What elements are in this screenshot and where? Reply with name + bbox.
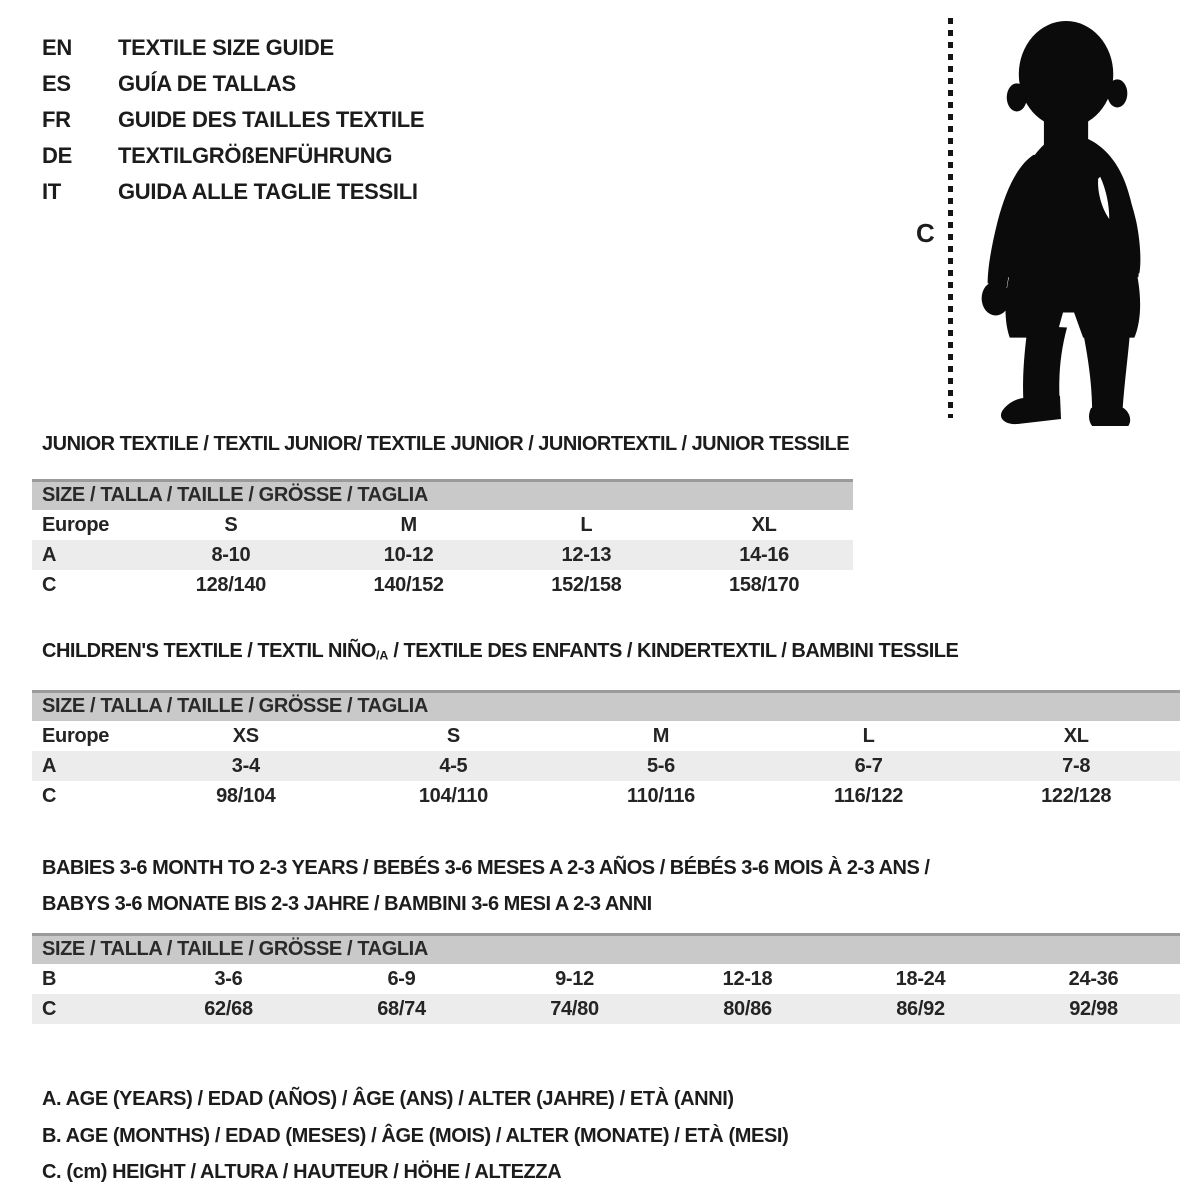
lang-title: GUÍA DE TALLAS <box>118 71 296 96</box>
height-measure-figure <box>900 12 1162 426</box>
value-cell: 12-13 <box>561 544 612 566</box>
childrens-section-heading <box>42 639 1180 667</box>
value-cell: S <box>446 725 460 748</box>
lang-code: DE <box>42 143 72 168</box>
value-cell: 68/74 <box>377 998 426 1021</box>
value-cell: M <box>400 514 417 536</box>
value-cell: 12-18 <box>722 968 773 991</box>
value-cell: 18-24 <box>895 968 946 991</box>
size-band-header: SIZE / TALLA / TAILLE / GRÖSSE / TAGLIA <box>32 933 1180 964</box>
column-header-row <box>32 721 1180 751</box>
babies-section-heading <box>42 850 1180 922</box>
childrens-textile-section <box>32 639 1180 811</box>
legend-line-c: C. (cm) HEIGHT / ALTURA / HAUTEUR / HÖHE / ALTEZZA <box>42 1161 562 1184</box>
lang-title: GUIDA ALLE TAGLIE TESSILI <box>118 179 418 204</box>
table-row <box>32 570 853 600</box>
value-cell: XL <box>751 514 777 536</box>
value-cell: 3-6 <box>214 968 243 991</box>
value-cell: 158/170 <box>729 574 800 596</box>
legend-line-b: B. AGE (MONTHS) / EDAD (MESES) / ÂGE (MOIS) / ALTER (MONATE) / ETÀ (MESI) <box>42 1124 789 1147</box>
height-measure-dotted-line <box>948 18 953 418</box>
toddler-silhouette-icon <box>964 14 1156 426</box>
value-cell: 9-12 <box>555 968 594 991</box>
column-header-row <box>32 510 853 540</box>
value-cell: 110/116 <box>626 785 695 808</box>
row-label-cell: C <box>42 998 57 1021</box>
row-label-cell: C <box>42 785 57 808</box>
lang-title: GUIDE DES TAILLES TEXTILE <box>118 107 425 132</box>
babies-textile-section <box>32 850 1180 1024</box>
lang-row-es <box>42 66 424 102</box>
value-cell: 86/92 <box>896 998 945 1021</box>
lang-title: TEXTILGRÖßENFÜHRUNG <box>118 143 393 168</box>
value-cell: 62/68 <box>204 998 253 1021</box>
value-cell: 7-8 <box>1062 755 1091 778</box>
value-cell: M <box>652 725 670 748</box>
value-cell: 140/152 <box>373 574 444 596</box>
value-cell: 6-9 <box>387 968 416 991</box>
value-cell: 6-7 <box>854 755 883 778</box>
value-cell: 116/122 <box>834 785 904 808</box>
value-cell: 122/128 <box>1041 785 1112 808</box>
row-label-cell: A <box>42 755 57 778</box>
lang-row-fr <box>42 102 424 138</box>
lang-row-it <box>42 174 424 210</box>
lang-row-de <box>42 138 424 174</box>
heading-text: / TEXTILE DES ENFANTS / KINDERTEXTIL / BAMBINI TESSILE <box>388 640 959 662</box>
value-cell: 24-36 <box>1068 968 1119 991</box>
value-cell: 128/140 <box>195 574 266 596</box>
value-cell: 5-6 <box>646 755 675 778</box>
heading-text: CHILDREN'S TEXTILE / TEXTIL NIÑO <box>42 640 376 662</box>
lang-title: TEXTILE SIZE GUIDE <box>118 35 334 60</box>
lang-code: EN <box>42 35 72 60</box>
row-label-cell: Europe <box>42 725 110 748</box>
size-band-header: SIZE / TALLA / TAILLE / GRÖSSE / TAGLIA <box>32 690 1180 721</box>
table-row <box>32 781 1180 811</box>
value-cell: 10-12 <box>383 544 434 566</box>
childrens-size-table <box>32 690 1180 811</box>
lang-code: IT <box>42 179 61 204</box>
row-label-cell: C <box>42 574 57 596</box>
value-cell: 14-16 <box>739 544 789 566</box>
value-cell: 104/110 <box>418 785 488 808</box>
value-cell: XS <box>232 725 259 748</box>
lang-row-en <box>42 30 424 66</box>
size-band-header: SIZE / TALLA / TAILLE / GRÖSSE / TAGLIA <box>32 479 853 510</box>
table-row <box>32 964 1180 994</box>
heading-subscript: /A <box>375 648 389 663</box>
value-cell: 98/104 <box>216 785 276 808</box>
value-cell: 8-10 <box>211 544 251 566</box>
table-row <box>32 540 853 570</box>
row-label-cell: B <box>42 968 57 991</box>
value-cell: 3-4 <box>231 755 260 778</box>
junior-size-table <box>32 479 853 600</box>
row-label-cell: A <box>42 544 57 566</box>
heading-text: BABIES 3-6 MONTH TO 2-3 YEARS / BEBÉS 3-6 MESES A 2-3 AÑOS / BÉBÉS 3-6 MOIS À 2-3 ANS / <box>42 857 930 880</box>
table-row <box>32 994 1180 1024</box>
value-cell: L <box>862 725 875 748</box>
value-cell: L <box>580 514 593 536</box>
value-cell: 152/158 <box>551 574 622 596</box>
value-cell: S <box>224 514 238 536</box>
junior-section-heading <box>42 432 1180 456</box>
lang-code: FR <box>42 107 71 132</box>
junior-textile-section <box>32 432 1180 600</box>
size-guide-sections <box>32 432 1180 1191</box>
legend-line-a: A. AGE (YEARS) / EDAD (AÑOS) / ÂGE (ANS) / ALTER (JAHRE) / ETÀ (ANNI) <box>42 1088 734 1111</box>
value-cell: 74/80 <box>550 998 599 1021</box>
value-cell: 92/98 <box>1069 998 1118 1021</box>
row-label-cell: Europe <box>42 514 110 536</box>
value-cell: 80/86 <box>723 998 772 1021</box>
value-cell: XL <box>1063 725 1089 748</box>
heading-text-line2: BABYS 3-6 MONATE BIS 2-3 JAHRE / BAMBINI 3-6 MESI A 2-3 ANNI <box>42 893 652 916</box>
table-row <box>32 751 1180 781</box>
value-cell: 4-5 <box>439 755 468 778</box>
heading-text: JUNIOR TEXTILE / TEXTIL JUNIOR/ TEXTILE JUNIOR / JUNIORTEXTIL / JUNIOR TESSILE <box>42 433 850 455</box>
height-measure-label: C <box>916 218 935 248</box>
measurement-legend <box>42 1081 1180 1191</box>
babies-size-table <box>32 933 1180 1024</box>
lang-code: ES <box>42 71 71 96</box>
language-title-list <box>42 30 424 210</box>
